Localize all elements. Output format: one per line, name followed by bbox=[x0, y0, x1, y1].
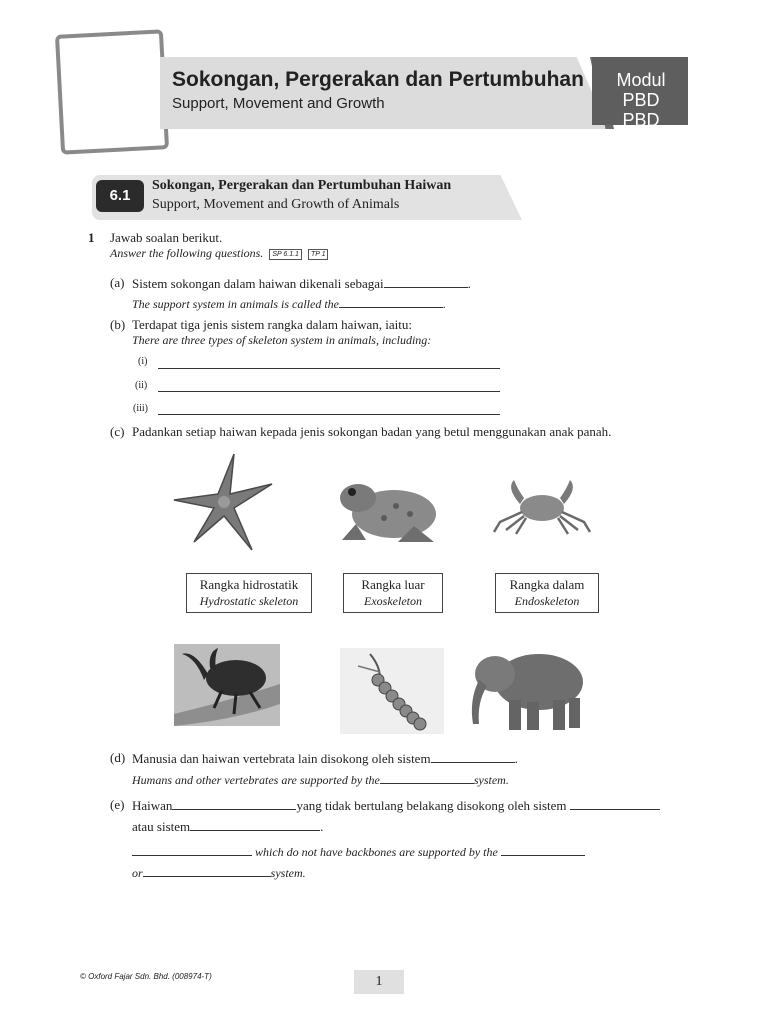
part-d-ms-text: Manusia dan haiwan vertebrata lain disokong oleh sistem bbox=[132, 751, 431, 766]
part-d-en-text: Humans and other vertebrates are supported by the bbox=[132, 773, 380, 787]
part-e-ms-pre: Haiwan bbox=[132, 798, 173, 813]
part-b-en: There are three types of skeleton system in animals, including: bbox=[132, 333, 432, 347]
part-e-en-mid: which do not have backbones are supported by the bbox=[255, 845, 498, 859]
part-b-label: (b) bbox=[110, 317, 126, 332]
part-e-en-line1 bbox=[132, 843, 585, 860]
tag-tp: TP 1 bbox=[308, 249, 329, 260]
part-e-en-blank3[interactable] bbox=[143, 864, 271, 877]
modul-badge-line1: Modul PBD bbox=[616, 70, 666, 110]
part-c-label: (c) bbox=[110, 424, 125, 439]
part-a-en-blank[interactable] bbox=[339, 295, 443, 308]
question-prompt-en-text: Answer the following questions. bbox=[110, 246, 264, 260]
starfish-image bbox=[172, 452, 276, 552]
part-a-ms-end: . bbox=[467, 276, 471, 291]
question-prompt-ms: Jawab soalan berikut. bbox=[110, 230, 223, 245]
part-a-label: (a) bbox=[110, 275, 125, 290]
part-d-en-blank[interactable] bbox=[380, 771, 474, 784]
page-number: 1 bbox=[354, 970, 404, 994]
part-e-en-line2-post: system. bbox=[270, 866, 306, 880]
part-a-en-text: The support system in animals is called the bbox=[132, 297, 339, 311]
part-a-ms-text: Sistem sokongan dalam haiwan dikenali sebagai bbox=[132, 276, 384, 291]
elephant-image bbox=[465, 644, 591, 732]
part-d-label: (d) bbox=[110, 750, 126, 765]
crab-image bbox=[490, 478, 594, 536]
part-e-ms-line2-pre: atau sistem bbox=[132, 819, 191, 834]
skeleton-box-endoskeleton[interactable] bbox=[495, 573, 599, 613]
skeleton-box-exoskeleton[interactable] bbox=[343, 573, 443, 613]
skeleton-box-hydrostatic[interactable] bbox=[186, 573, 312, 613]
part-d-ms bbox=[132, 750, 518, 767]
part-e-ms-blank2[interactable] bbox=[570, 797, 660, 810]
modul-badge-line2: PBD bbox=[622, 110, 660, 130]
skeleton-endoskeleton-en: Endoskeleton bbox=[514, 594, 580, 608]
part-b-item-1-line[interactable] bbox=[158, 368, 500, 369]
part-a-ms-blank[interactable] bbox=[384, 275, 468, 288]
section-title-ms: Sokongan, Pergerakan dan Pertumbuhan Haiwan bbox=[152, 178, 452, 193]
copyright-text: © Oxford Fajar Sdn. Bhd. (008974-T) bbox=[80, 972, 212, 981]
part-b-item-2-label: (ii) bbox=[135, 380, 148, 391]
part-d-en bbox=[132, 771, 509, 788]
part-e-ms-line1 bbox=[132, 797, 660, 814]
part-e-label: (e) bbox=[110, 797, 125, 812]
skeleton-exoskeleton-en: Exoskeleton bbox=[364, 594, 422, 608]
part-c-ms: Padankan setiap haiwan kepada jenis sokongan badan yang betul menggunakan anak panah. bbox=[132, 424, 612, 439]
modul-badge-text bbox=[596, 70, 686, 130]
part-e-ms-blank3[interactable] bbox=[190, 818, 320, 831]
part-b-item-1-label: (i) bbox=[138, 356, 148, 367]
beetle-drawing bbox=[174, 644, 280, 726]
part-a-en bbox=[132, 295, 446, 312]
part-e-en-line2-pre: or bbox=[132, 866, 143, 880]
part-d-en-post: system. bbox=[473, 773, 509, 787]
part-e-ms-blank1[interactable] bbox=[172, 797, 296, 810]
question-prompt-en bbox=[110, 246, 328, 261]
part-e-en-blank2[interactable] bbox=[501, 843, 585, 856]
part-e-en-line2 bbox=[132, 864, 306, 881]
question-number: 1 bbox=[88, 230, 95, 245]
part-d-ms-blank[interactable] bbox=[431, 750, 515, 763]
skeleton-exoskeleton-ms: Rangka luar bbox=[361, 577, 425, 592]
skeleton-hydrostatic-en: Hydrostatic skeleton bbox=[199, 594, 299, 608]
section-title-en: Support, Movement and Growth of Animals bbox=[152, 197, 400, 212]
part-a-en-end: . bbox=[443, 297, 446, 311]
toad-image bbox=[336, 474, 438, 546]
skeleton-endoskeleton-ms: Rangka dalam bbox=[509, 577, 585, 592]
caterpillar-drawing bbox=[340, 648, 444, 734]
part-e-ms-line2 bbox=[132, 818, 323, 835]
tag-sp: SP 6.1.1 bbox=[269, 249, 302, 260]
part-b-ms: Terdapat tiga jenis sistem rangka dalam haiwan, iaitu: bbox=[132, 317, 412, 332]
part-e-ms-mid: yang tidak bertulang belakang disokong oleh sistem bbox=[296, 798, 567, 813]
chapter-title-ms: Sokongan, Pergerakan dan Pertumbuhan bbox=[172, 68, 584, 91]
caterpillar-image bbox=[340, 648, 444, 734]
part-d-ms-end: . bbox=[514, 751, 518, 766]
part-b-item-2-line[interactable] bbox=[158, 391, 500, 392]
chapter-title-en: Support, Movement and Growth bbox=[172, 95, 385, 112]
part-b-item-3-label: (iii) bbox=[133, 403, 148, 414]
part-e-en-blank1[interactable] bbox=[132, 843, 252, 856]
part-e-ms-line2-end: . bbox=[320, 819, 324, 834]
part-b-item-3-line[interactable] bbox=[158, 414, 500, 415]
section-number: 6.1 bbox=[96, 180, 144, 212]
part-a-ms bbox=[132, 275, 471, 292]
beetle-image bbox=[174, 644, 280, 726]
skeleton-hydrostatic-ms: Rangka hidrostatik bbox=[199, 577, 299, 592]
chapter-number-box bbox=[55, 29, 169, 154]
